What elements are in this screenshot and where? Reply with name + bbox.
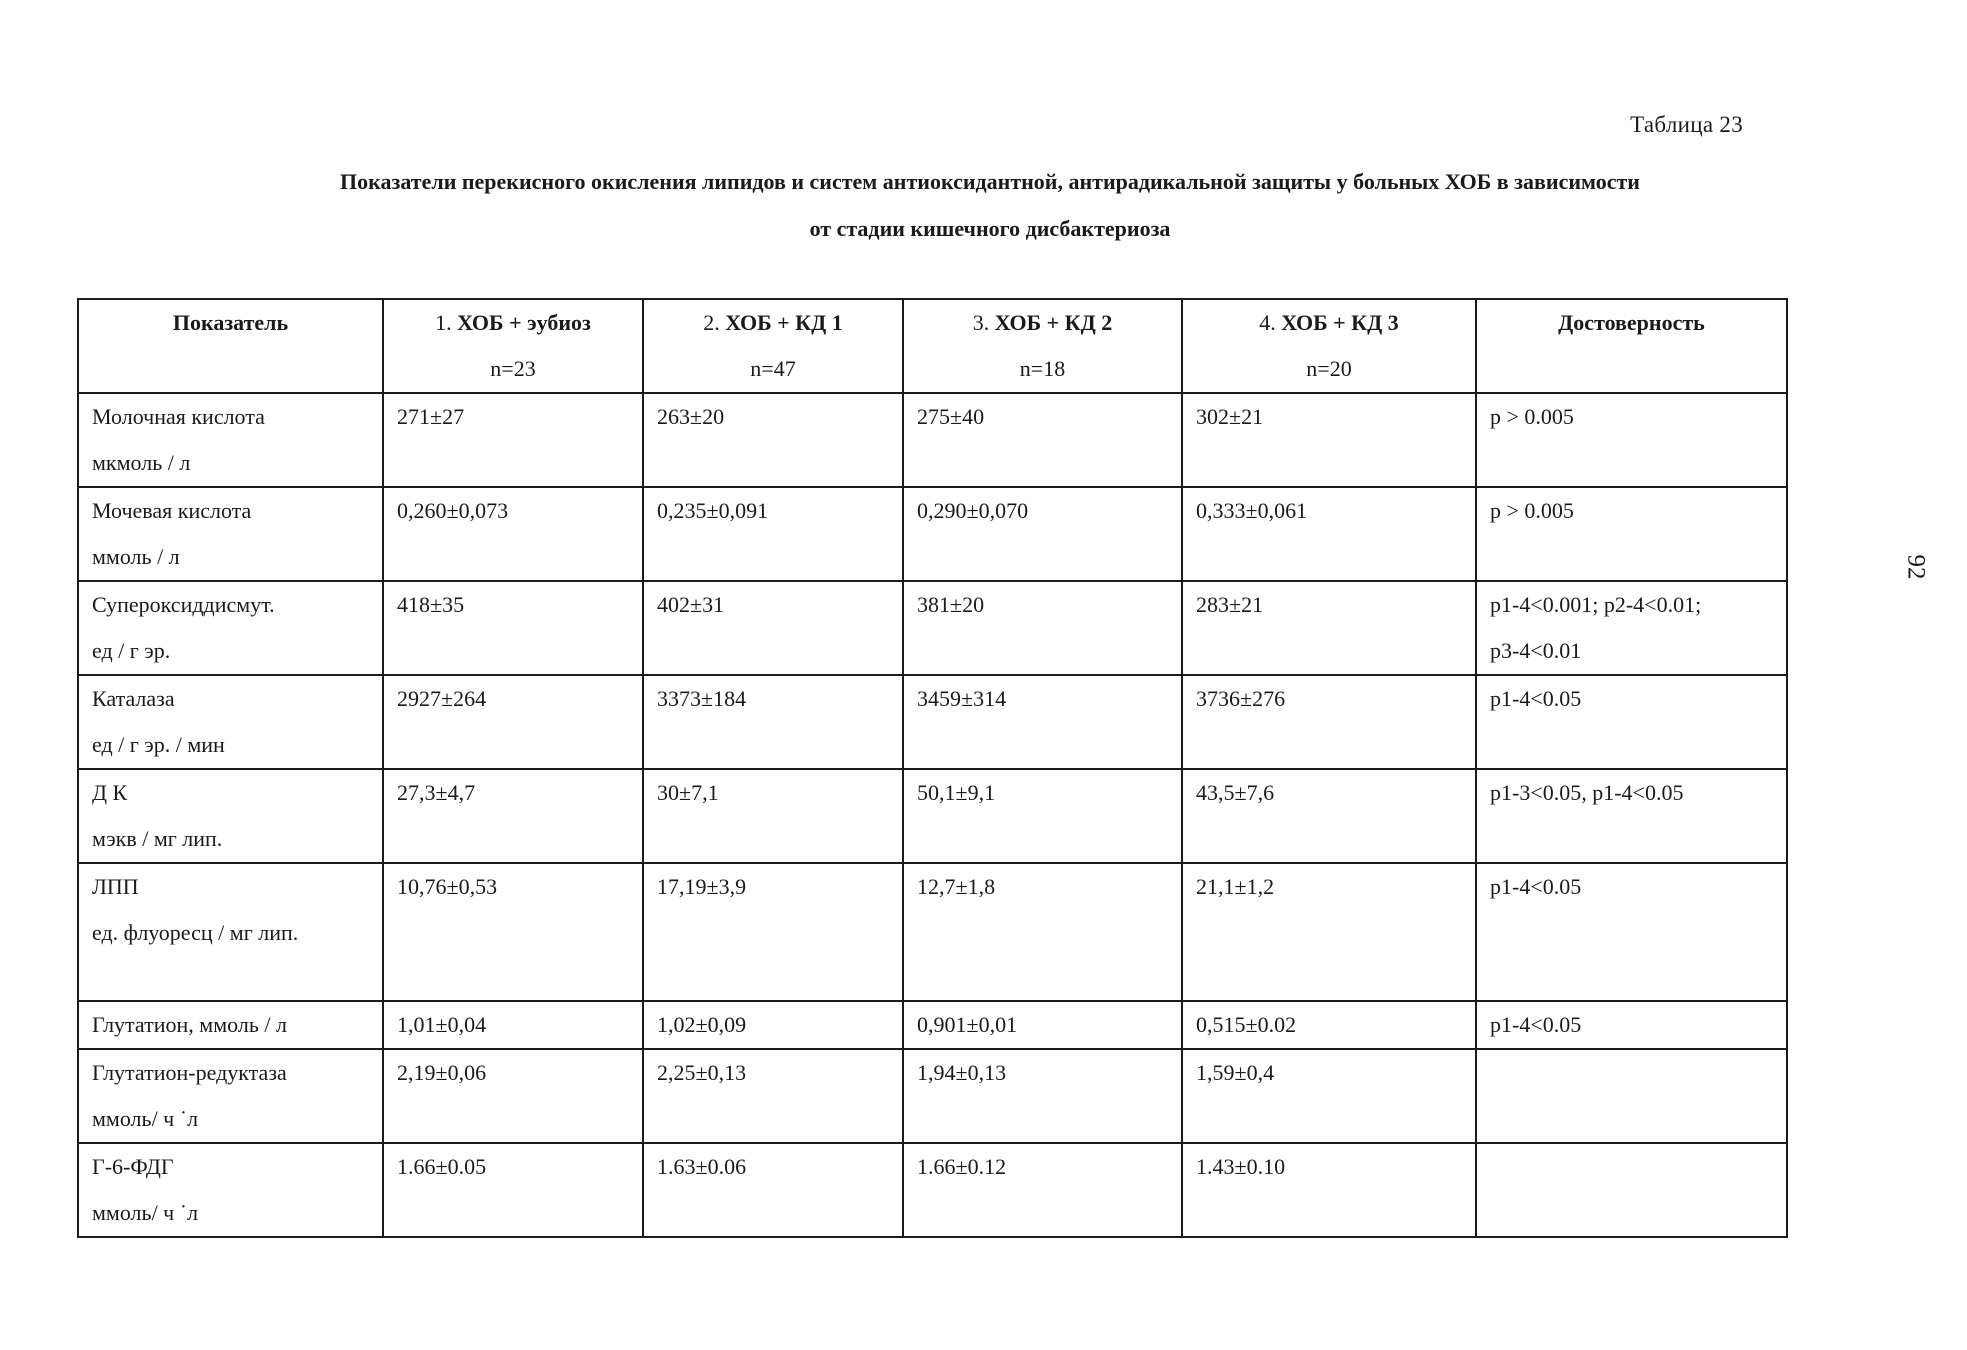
indicator-unit: ммоль / л <box>92 544 180 569</box>
indicator-unit: ммоль/ ч ˙л <box>92 1200 199 1225</box>
indicator-name: Д К <box>92 780 128 805</box>
significance-text: p > 0.005 <box>1490 498 1574 523</box>
significance-cell <box>1476 863 1787 1001</box>
value-cell-group-2: 1,02±0,09 <box>643 1001 903 1049</box>
indicator-cell <box>78 1049 383 1143</box>
value-cell-group-1: 418±35 <box>383 581 643 675</box>
indicator-unit: мэкв / мг лип. <box>92 826 223 851</box>
value-cell-group-2: 2,25±0,13 <box>643 1049 903 1143</box>
value-cell-group-2: 1.63±0.06 <box>643 1143 903 1237</box>
header-n: n=20 <box>1306 356 1352 381</box>
value-cell-group-1: 27,3±4,7 <box>383 769 643 863</box>
table-row <box>78 1143 1787 1237</box>
indicator-name: Г-6-ФДГ <box>92 1154 174 1179</box>
indicator-name: Глутатион, ммоль / л <box>92 1012 287 1037</box>
value-cell-group-4: 3736±276 <box>1182 675 1476 769</box>
table-row <box>78 581 1787 675</box>
value-cell-group-1: 271±27 <box>383 393 643 487</box>
page-number: 92 <box>1902 554 1930 580</box>
table-row <box>78 769 1787 863</box>
value-cell-group-2: 402±31 <box>643 581 903 675</box>
caption-line-2: от стадии кишечного дисбактериоза <box>809 216 1171 241</box>
table-row <box>78 1001 1787 1049</box>
indicator-name: ЛПП <box>92 874 139 899</box>
value-cell-group-1: 2,19±0,06 <box>383 1049 643 1143</box>
table-row <box>78 487 1787 581</box>
value-cell-group-3: 12,7±1,8 <box>903 863 1182 1001</box>
indicator-unit: мкмоль / л <box>92 450 191 475</box>
header-row <box>78 299 1787 393</box>
significance-text: p1-4<0.001; p2-4<0.01; <box>1490 592 1702 617</box>
value-cell-group-3: 1,94±0,13 <box>903 1049 1182 1143</box>
value-cell-group-3: 381±20 <box>903 581 1182 675</box>
significance-cell <box>1476 1049 1787 1143</box>
significance-text: p3-4<0.01 <box>1490 638 1582 663</box>
value-cell-group-4: 1.43±0.10 <box>1182 1143 1476 1237</box>
value-cell-group-3: 3459±314 <box>903 675 1182 769</box>
table-row <box>78 1049 1787 1143</box>
indicator-cell <box>78 1001 383 1049</box>
significance-cell <box>1476 1143 1787 1237</box>
value-cell-group-4: 0,333±0,061 <box>1182 487 1476 581</box>
value-cell-group-4: 21,1±1,2 <box>1182 863 1476 1001</box>
caption-line-1: Показатели перекисного окисления липидов и систем антиоксидантной, антирадикальной защиты у больных ХОБ в зависимости <box>340 169 1640 194</box>
value-cell-group-2: 30±7,1 <box>643 769 903 863</box>
value-cell-group-2: 17,19±3,9 <box>643 863 903 1001</box>
significance-cell <box>1476 675 1787 769</box>
table-row <box>78 393 1787 487</box>
table-number: Таблица 23 <box>1630 112 1743 137</box>
significance-text: p1-4<0.05 <box>1490 686 1582 711</box>
indicator-unit: ммоль/ ч ˙л <box>92 1106 199 1131</box>
indicator-name: Каталаза <box>92 686 175 711</box>
value-cell-group-1: 1.66±0.05 <box>383 1143 643 1237</box>
table-row <box>78 863 1787 1001</box>
value-cell-group-2: 3373±184 <box>643 675 903 769</box>
indicator-cell <box>78 393 383 487</box>
indicator-name: Глутатион-редуктаза <box>92 1060 287 1085</box>
header-significance: Достоверность <box>1476 299 1787 393</box>
significance-text: p > 0.005 <box>1490 404 1574 429</box>
table-row <box>78 675 1787 769</box>
indicator-cell <box>78 863 383 1001</box>
value-cell-group-3: 275±40 <box>903 393 1182 487</box>
header-n: n=18 <box>1019 356 1066 381</box>
indicator-cell <box>78 769 383 863</box>
value-cell-group-3: 50,1±9,1 <box>903 769 1182 863</box>
value-cell-group-2: 0,235±0,091 <box>643 487 903 581</box>
value-cell-group-4: 302±21 <box>1182 393 1476 487</box>
value-cell-group-4: 43,5±7,6 <box>1182 769 1476 863</box>
indicator-name: Мочевая кислота <box>92 498 252 523</box>
value-cell-group-3: 1.66±0.12 <box>903 1143 1182 1237</box>
value-cell-group-1: 1,01±0,04 <box>383 1001 643 1049</box>
indicator-cell <box>78 1143 383 1237</box>
header-n: n=47 <box>750 356 796 381</box>
header-group-3: 3. ХОБ + КД 2 n=18 <box>903 299 1182 393</box>
indicator-cell <box>78 487 383 581</box>
value-cell-group-1: 2927±264 <box>383 675 643 769</box>
significance-cell <box>1476 769 1787 863</box>
significance-cell <box>1476 1001 1787 1049</box>
indicator-cell <box>78 581 383 675</box>
header-group-2: 2. ХОБ + КД 1 n=47 <box>643 299 903 393</box>
significance-text: p1-3<0.05, p1-4<0.05 <box>1490 780 1684 805</box>
value-cell-group-4: 0,515±0.02 <box>1182 1001 1476 1049</box>
value-cell-group-4: 283±21 <box>1182 581 1476 675</box>
significance-text: p1-4<0.05 <box>1490 1012 1582 1037</box>
indicator-unit: ед / г эр. <box>92 638 171 663</box>
significance-text: p1-4<0.05 <box>1490 874 1582 899</box>
value-cell-group-1: 10,76±0,53 <box>383 863 643 1001</box>
indicator-unit: ед. флуоресц / мг лип. <box>92 920 299 945</box>
indicator-cell <box>78 675 383 769</box>
value-cell-group-3: 0,901±0,01 <box>903 1001 1182 1049</box>
indicator-unit: ед / г эр. / мин <box>92 732 225 757</box>
value-cell-group-1: 0,260±0,073 <box>383 487 643 581</box>
indicator-name: Супероксиддисмут. <box>92 592 275 617</box>
value-cell-group-3: 0,290±0,070 <box>903 487 1182 581</box>
significance-cell <box>1476 487 1787 581</box>
value-cell-group-4: 1,59±0,4 <box>1182 1049 1476 1143</box>
header-group-1: 1. ХОБ + эубиоз n=23 <box>383 299 643 393</box>
header-n: n=23 <box>490 356 536 381</box>
data-table <box>77 298 1788 1238</box>
indicator-name: Молочная кислота <box>92 404 265 429</box>
value-cell-group-2: 263±20 <box>643 393 903 487</box>
significance-cell <box>1476 581 1787 675</box>
table-body <box>78 393 1787 1237</box>
header-group-4: 4. ХОБ + КД 3 n=20 <box>1182 299 1476 393</box>
significance-cell <box>1476 393 1787 487</box>
table-caption <box>150 158 1830 252</box>
header-indicator: Показатель <box>78 299 383 393</box>
